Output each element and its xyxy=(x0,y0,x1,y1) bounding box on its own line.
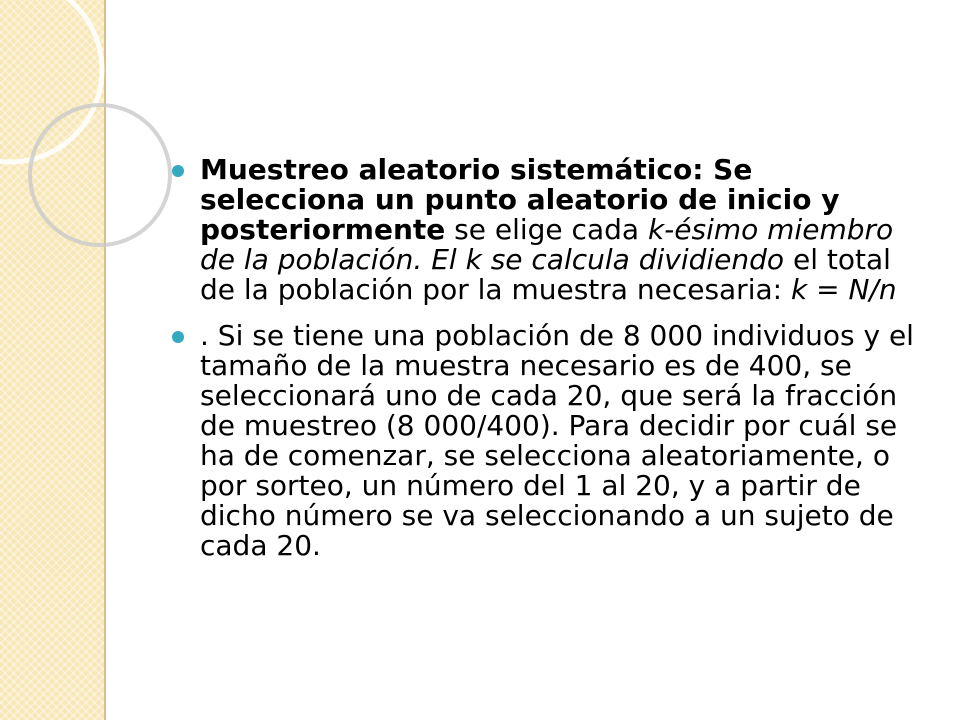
bullet-item-example xyxy=(170,321,920,561)
formula: k = N/n xyxy=(790,273,897,306)
decorative-side-panel xyxy=(0,0,106,720)
definition-heading: Muestreo aleatorio sistemático: Se selecciona un punto aleatorio de inicio y posteriormente xyxy=(200,153,840,246)
bullet-dot-icon xyxy=(172,165,184,177)
definition-text-continued: el total de la población por la muestra necesaria: xyxy=(200,243,891,306)
definition-text: se elige cada xyxy=(445,213,648,246)
bullet-dot-icon xyxy=(172,331,184,343)
slide-content xyxy=(170,155,920,577)
bullet-item-systematic-sampling xyxy=(170,155,920,305)
definition-italic: k-ésimo miembro de la población. El k se calcula dividiendo xyxy=(200,213,894,276)
example-text: . Si se tiene una población de 8 000 individuos y el tamaño de la muestra necesario es de 400, se seleccionará uno de cada 20, que será la fracción de muestreo (8 000/400). Para decidir por cuál se ha de comenzar, se selecciona aleatoriamente, o por sorteo, un número del 1 al 20, y a partir de dicho número se va seleccionando a un sujeto de cada 20. xyxy=(200,319,914,562)
